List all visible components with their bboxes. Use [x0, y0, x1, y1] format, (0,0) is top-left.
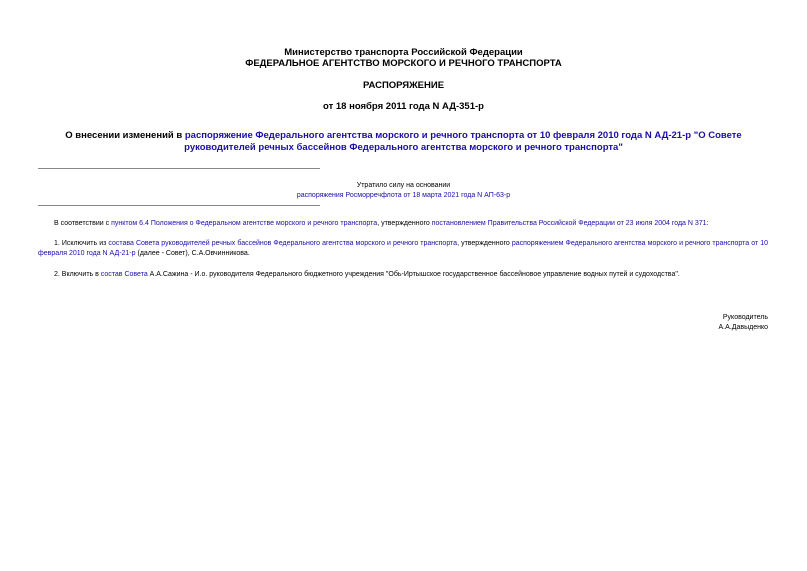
status-note: Утратило силу на основании: [356, 182, 451, 189]
regulation-point-link[interactable]: пунктом 6.4 Положения о Федеральном агентстве морского и речного транспорта: [111, 220, 378, 227]
preamble-text-2: , утвержденного: [377, 220, 432, 227]
item-2-text-2: А.А.Сажина - И.о. руководителя Федерального бюджетного учреждения "Обь-Иртышское государственное бассейновое управление водных путей и судоходства".: [147, 271, 680, 278]
signature-role: Руководитель: [722, 314, 768, 321]
agency-heading: ФЕДЕРАЛЬНОЕ АГЕНТСТВО МОРСКОГО И РЕЧНОГО ТРАНСПОРТА: [245, 58, 562, 69]
preamble-text-3: :: [706, 220, 709, 227]
item-1-paragraph: [38, 239, 768, 259]
document-type-heading: РАСПОРЯЖЕНИЕ: [362, 80, 445, 91]
item-1-text-1: 1. Исключить из: [54, 240, 109, 247]
item-2-text-1: 2. Включить в: [54, 271, 101, 278]
agency-order-link[interactable]: распоряжением Федерального агентства морского и речного транспорта от 10 февраля 2010 года N АД-21-р: [38, 240, 768, 257]
preamble-text-1: В соответствии с: [54, 220, 112, 227]
item-1-text-3: (далее - Совет), С.А.Овчинникова.: [135, 250, 250, 257]
ministry-heading: Министерство транспорта Российской Федерации: [284, 47, 523, 58]
item-1-text-2: , утвержденного: [457, 240, 512, 247]
divider-bottom: [38, 205, 320, 206]
preamble-paragraph: [38, 219, 768, 229]
status-repeal-link[interactable]: распоряжения Росморречфлота от 18 марта 2021 года N АП-63-р: [296, 192, 511, 199]
document-date-number: от 18 ноября 2011 года N АД-351-р: [323, 101, 484, 112]
signature-name: А.А.Давыденко: [718, 324, 768, 331]
council-composition-link[interactable]: состава Совета руководителей речных бассейнов Федерального агентства морского и речного транспорта: [108, 240, 458, 247]
government-decree-link[interactable]: постановлением Правительства Российской Федерации от 23 июля 2004 года N 371: [431, 220, 707, 227]
document-title: [40, 130, 767, 154]
item-2-paragraph: [38, 270, 768, 280]
divider-top: [38, 168, 320, 169]
title-amended-order-link[interactable]: распоряжение Федерального агентства морского и речного транспорта от 10 февраля 2010 года N АД-21-р "О Совете руководителей речных бассейнов Федерального агентства морского и речного транспорта": [184, 130, 742, 153]
council-link[interactable]: состав Совета: [100, 271, 148, 278]
title-prefix: О внесении изменений в: [65, 130, 185, 141]
